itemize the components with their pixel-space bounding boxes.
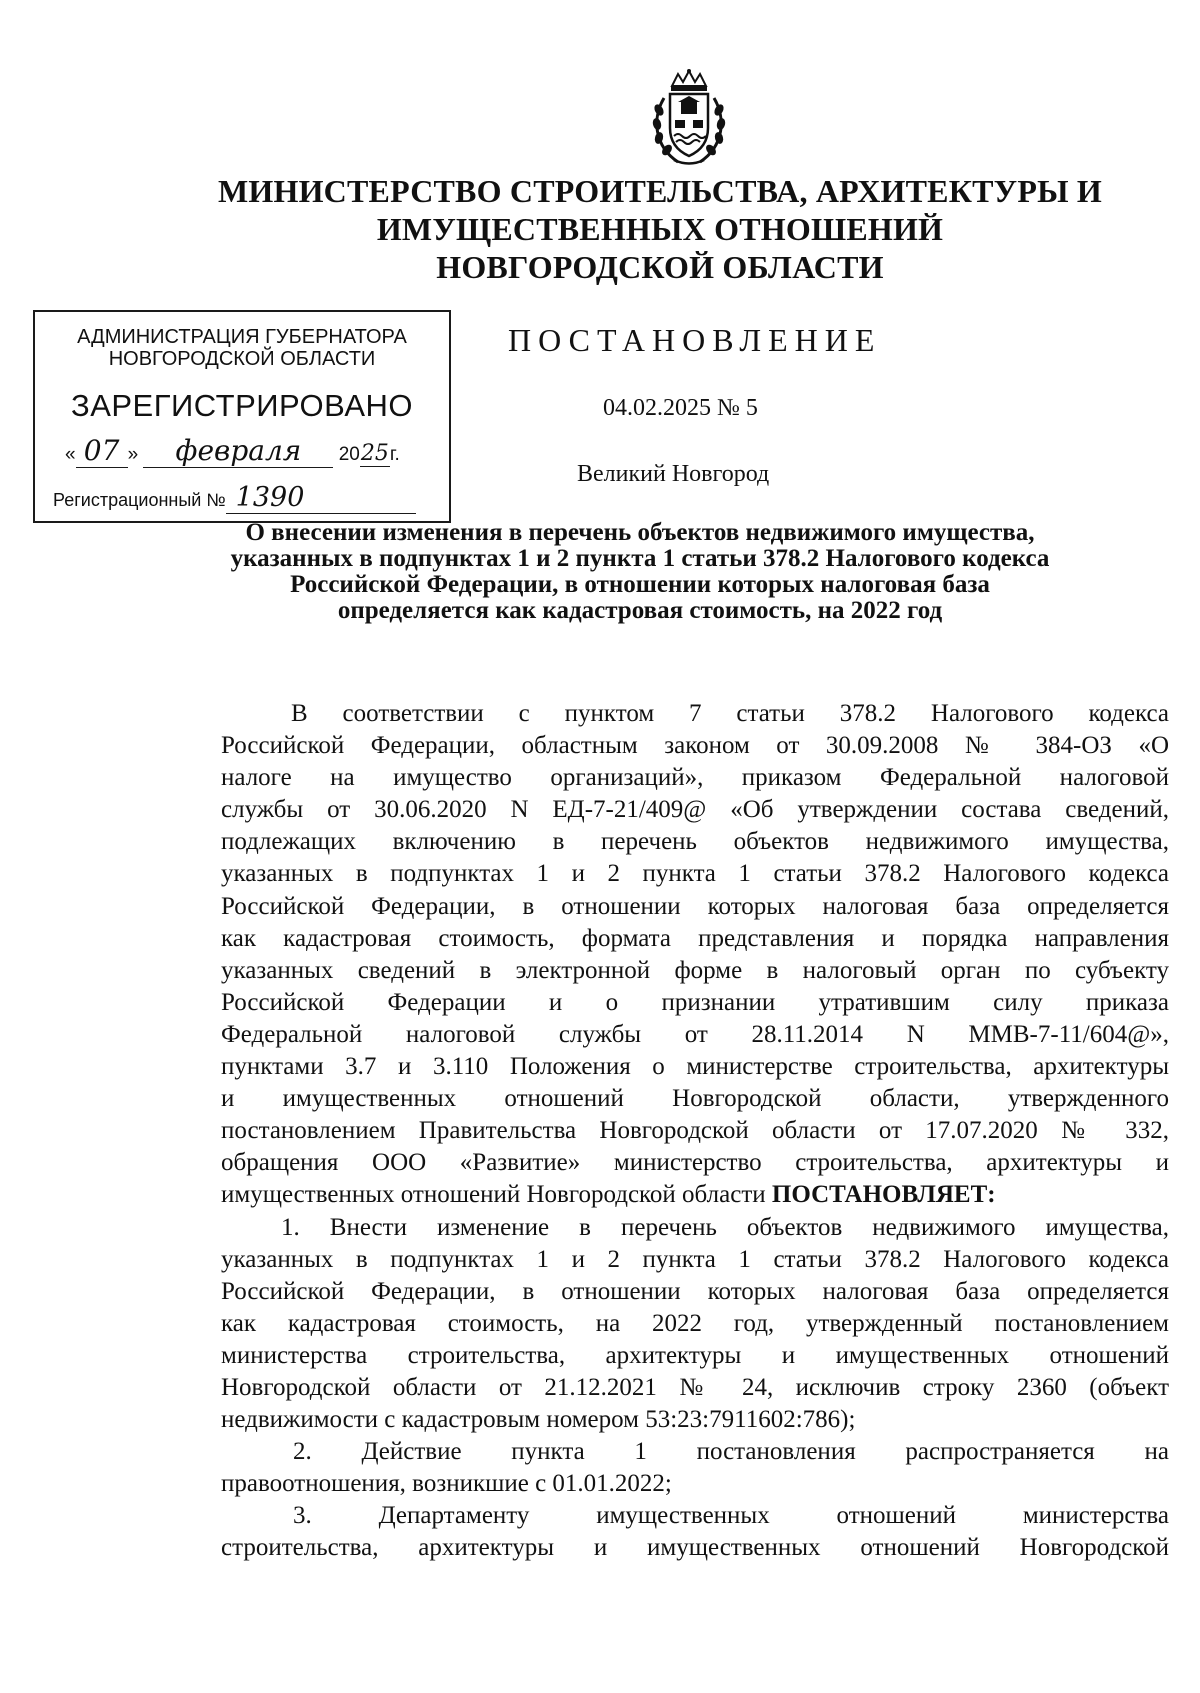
stamp-reg-number: 1390 (226, 482, 416, 514)
stamp-year-prefix: 20 (338, 444, 360, 465)
body-line-text: имущественных отношений Новгородской области (221, 1181, 766, 1209)
ministry-title (180, 172, 1140, 286)
body-line: постановлением Правительства Новгородской области от 17.07.2020 № 332, (221, 1117, 1169, 1145)
document-body (221, 698, 1169, 1565)
subject-line1: О внесении изменения в перечень объектов недвижимого имущества, (245, 519, 1035, 546)
body-line: налоге на имущество организаций», приказом Федеральной налоговой (221, 764, 1169, 792)
body-line: Федеральной налоговой службы от 28.11.2014 N ММВ-7-11/604@», (221, 1020, 1169, 1048)
body-line: Российской Федерации, в отношении которых налоговая база определяется (221, 892, 1169, 920)
body-line: подлежащих включению в перечень объектов недвижимого имущества, (221, 828, 1169, 856)
document-city: Великий Новгород (577, 461, 770, 487)
subject-line4: определяется как кадастровая стоимость, на 2022 год (337, 597, 943, 624)
body-line (221, 1179, 1169, 1211)
body-line: Российской Федерации и о признании утратившим силу приказа (221, 988, 1169, 1016)
body-line: министерства строительства, архитектуры и имущественных отношений (221, 1341, 1169, 1369)
body-line: строительства, архитектуры и имущественных отношений Новгородской (221, 1534, 1169, 1562)
coat-of-arms-emblem (648, 68, 730, 168)
body-line: В соответствии с пунктом 7 статьи 378.2 Налогового кодекса (291, 700, 1169, 727)
stamp-status: ЗАРЕГИСТРИРОВАНО (70, 388, 413, 423)
body-line: указанных в подпунктах 1 и 2 пункта 1 статьи 378.2 Налогового кодекса (221, 860, 1169, 888)
stamp-month: февраля (143, 434, 333, 468)
body-line: службы от 30.06.2020 N ЕД-7-21/409@ «Об утверждении состава сведений, (221, 796, 1169, 824)
stamp-registration (53, 482, 416, 514)
document-date-number: 04.02.2025 № 5 (603, 395, 758, 421)
body-line: Российской Федерации, областным законом от 30.09.2008 № 384-ОЗ «О (221, 732, 1169, 760)
body-line: указанных в подпунктах 1 и 2 пункта 1 статьи 378.2 Налогового кодекса (221, 1245, 1169, 1273)
subject-line3: Российской Федерации, в отношении которых налоговая база (290, 571, 990, 598)
body-line: обращения ООО «Развитие» министерство строительства, архитектуры и (221, 1149, 1169, 1177)
stamp-authority-line2: НОВГОРОДСКОЙ ОБЛАСТИ (108, 348, 376, 370)
body-line: как кадастровая стоимость, на 2022 год, утвержденный постановлением (221, 1309, 1169, 1337)
stamp-quote-close: » (127, 444, 139, 465)
body-line: Новгородской области от 21.12.2021 № 24, исключив строку 2360 (объект (221, 1373, 1169, 1401)
stamp-date (65, 434, 400, 468)
ministry-title-line3: НОВГОРОДСКОЙ ОБЛАСТИ (436, 249, 884, 285)
body-line: указанных сведений в электронной форме в налоговый орган по субъекту (221, 956, 1169, 984)
ministry-title-line2: ИМУЩЕСТВЕННЫХ ОТНОШЕНИЙ (376, 211, 944, 247)
subject-line2: указанных в подпунктах 1 и 2 пункта 1 статьи 378.2 Налогового кодекса (230, 545, 1050, 572)
body-line: Российской Федерации, в отношении которых налоговая база определяется (221, 1277, 1169, 1305)
stamp-reg-label: Регистрационный № (53, 490, 226, 510)
clause-2: 2. Действие пункта 1 постановления распространяется на (293, 1438, 1169, 1466)
document-subject (200, 520, 1080, 624)
body-line: недвижимости с кадастровым номером 53:23:7911602:786); (221, 1406, 856, 1434)
stamp-year-unit: г. (389, 444, 400, 465)
body-line: как кадастровая стоимость, формата представления и порядка направления (221, 924, 1169, 952)
stamp-year-suffix: 25 (360, 441, 389, 466)
document-type: ПОСТАНОВЛЕНИЕ (508, 322, 882, 358)
clause-3: 3. Департаменту имущественных отношений министерства (293, 1502, 1169, 1530)
body-line: пунктами 3.7 и 3.110 Положения о министерстве строительства, архитектуры (221, 1053, 1169, 1081)
body-line: правоотношения, возникшие с 01.01.2022; (221, 1470, 672, 1498)
ministry-title-line1: МИНИСТЕРСТВО СТРОИТЕЛЬСТВА, АРХИТЕКТУРЫ И (218, 173, 1102, 209)
resolution-keyword: ПОСТАНОВЛЯЕТ: (771, 1181, 996, 1209)
registration-stamp (33, 310, 451, 523)
clause-1: 1. Внести изменение в перечень объектов недвижимого имущества, (281, 1213, 1169, 1241)
stamp-day: 07 (76, 434, 128, 468)
body-line: и имущественных отношений Новгородской области, утвержденного (221, 1085, 1169, 1113)
stamp-authority-line1: АДМИНИСТРАЦИЯ ГУБЕРНАТОРА (77, 326, 407, 348)
stamp-quote-open: « (65, 444, 76, 465)
